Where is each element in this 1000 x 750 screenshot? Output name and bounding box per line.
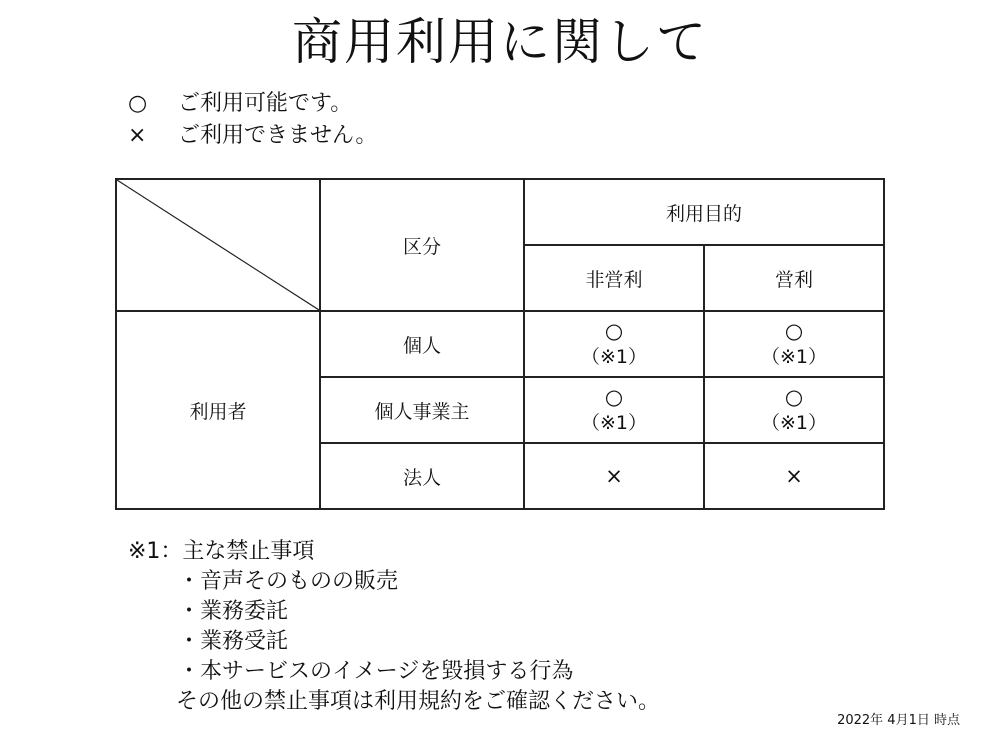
row-label-corporation: 法人 <box>320 443 524 509</box>
legend-available <box>128 88 377 120</box>
circle-icon: ○ <box>604 319 624 343</box>
circle-icon: ○ <box>784 385 804 409</box>
cell-sole-proprietor-commercial <box>704 377 884 443</box>
legend-unavailable <box>128 120 377 152</box>
user-label: 利用者 <box>116 311 320 509</box>
cross-icon: × <box>605 464 623 488</box>
note-ref: （※1） <box>580 346 647 368</box>
notes-item: ・業務委託 <box>178 599 289 624</box>
row-label-sole-proprietor: 個人事業主 <box>320 377 524 443</box>
note-ref: （※1） <box>761 412 828 434</box>
notes-item: ・本サービスのイメージを毀損する行為 <box>178 659 574 684</box>
notes <box>128 537 660 717</box>
row-label-individual: 個人 <box>320 311 524 377</box>
notes-item: ・音声そのものの販売 <box>178 569 399 594</box>
diagonal-line <box>117 180 319 310</box>
cell-sole-proprietor-non-commercial <box>524 377 704 443</box>
cell-corporation-non-commercial <box>524 443 704 509</box>
note-ref: （※1） <box>761 346 828 368</box>
circle-icon: ○ <box>128 91 148 116</box>
cell-individual-commercial <box>704 311 884 377</box>
legend <box>128 88 377 152</box>
non-commercial-header: 非営利 <box>524 245 704 311</box>
notes-footer: その他の禁止事項は利用規約をご確認ください。 <box>176 689 661 714</box>
usage-table <box>115 178 885 510</box>
notes-heading: ※1：主な禁止事項 <box>128 539 315 564</box>
cell-individual-non-commercial <box>524 311 704 377</box>
circle-icon: ○ <box>784 319 804 343</box>
legend-unavailable-text: ご利用できません。 <box>178 123 378 148</box>
purpose-header: 利用目的 <box>524 179 884 245</box>
cross-icon: × <box>128 123 147 148</box>
commercial-header: 営利 <box>704 245 884 311</box>
category-header: 区分 <box>320 179 524 311</box>
date-stamp: 2022年 4月1日 時点 <box>837 713 960 728</box>
corner-cell <box>116 179 320 311</box>
legend-available-text: ご利用可能です。 <box>178 91 353 116</box>
page-title: 商用利用に関して <box>292 13 708 71</box>
circle-icon: ○ <box>604 385 624 409</box>
notes-item: ・業務受託 <box>178 629 289 654</box>
cross-icon: × <box>785 464 803 488</box>
note-ref: （※1） <box>580 412 647 434</box>
cell-corporation-commercial <box>704 443 884 509</box>
